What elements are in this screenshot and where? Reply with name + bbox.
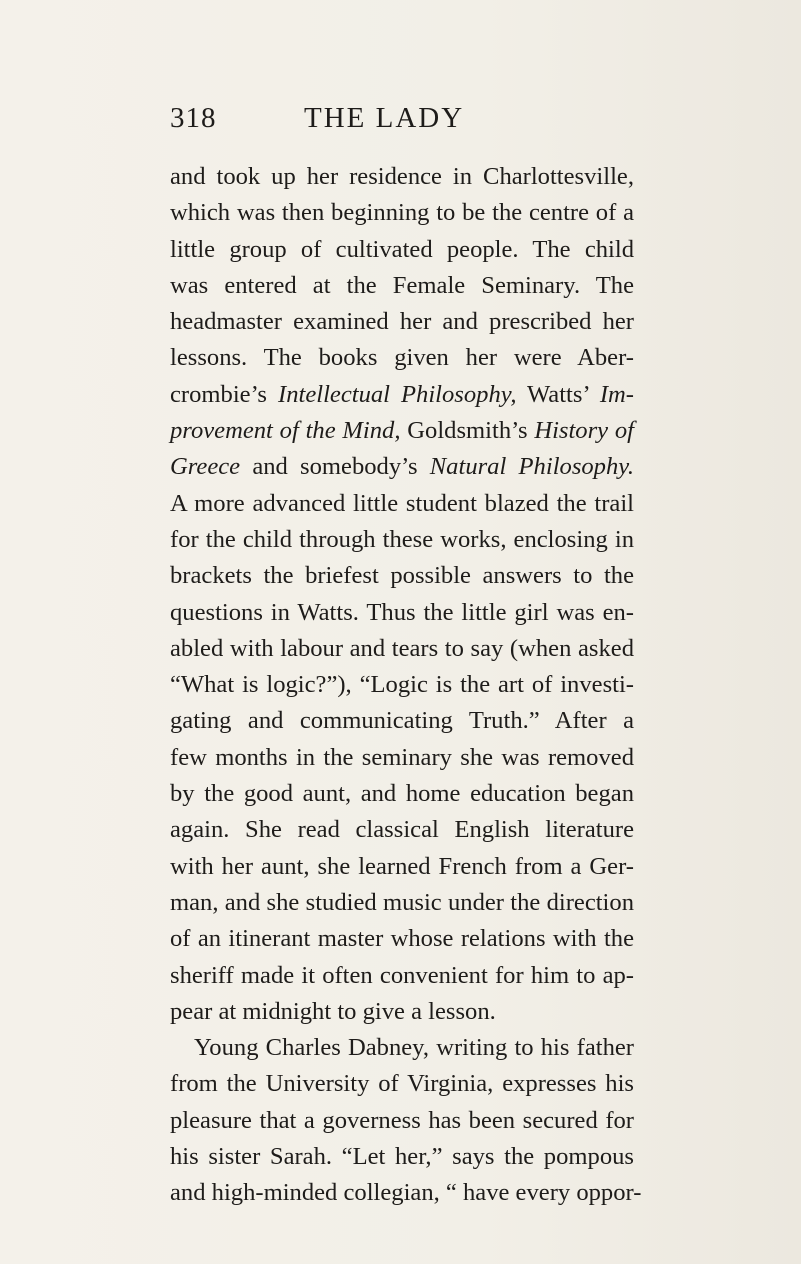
text-line: of an itinerant master whose relations with the (170, 925, 634, 953)
text-line: lessons. The books given her were Aber- (170, 344, 634, 372)
running-head: THE LADY (304, 102, 465, 134)
book-title-history-of-greece: Greece (170, 453, 241, 481)
book-title-improvement-of-the-mind: provement of the Mind, (170, 417, 401, 445)
text-line: and took up her residence in Charlottesville, (170, 163, 634, 190)
text-line: provement of the Mind, Goldsmith’s History of (170, 417, 635, 445)
text-line: sheriff made it often convenient for him to ap- (170, 961, 634, 989)
text-line: for the child through these works, enclosing in (170, 525, 634, 553)
text-line: A more advanced little student blazed the trail (170, 489, 634, 517)
text-line: little group of cultivated people. The child (170, 235, 634, 263)
text-line: was entered at the Female Seminary. The (170, 271, 634, 299)
page-header (170, 102, 630, 146)
text-line: his sister Sarah. “Let her,” says the pompous (170, 1143, 634, 1171)
text-line: crombie’s Intellectual Philosophy, Watts’ Im- (170, 380, 634, 408)
book-title-natural-philosophy: Natural Philosophy. (429, 453, 634, 481)
text-line: man, and she studied music under the direction (170, 888, 634, 916)
body-text (170, 159, 642, 1212)
text-line: again. She read classical English literature (170, 816, 634, 844)
text-line: abled with labour and tears to say (when asked (170, 634, 634, 662)
text-line: and high-minded collegian, “ have every oppor- (170, 1179, 642, 1207)
text-line: gating and communicating Truth.” After a (170, 707, 634, 735)
book-title-improvement-of-the-mind: Im- (599, 380, 634, 408)
text-line-paragraph-start: Young Charles Dabney, writing to his father (194, 1034, 634, 1062)
text-line: pleasure that a governess has been secured for (170, 1106, 634, 1134)
book-title-history-of-greece: History of (534, 417, 635, 445)
text-line: by the good aunt, and home education began (170, 780, 634, 808)
page-number: 318 (170, 102, 217, 134)
text-line: brackets the briefest possible answers to the (170, 562, 634, 590)
text-line: few months in the seminary she was removed (170, 743, 634, 771)
text-line: headmaster examined her and prescribed her (170, 308, 634, 336)
book-title-intellectual-philosophy: Intellectual Philosophy, (278, 380, 517, 408)
text-line: from the University of Virginia, expresses his (170, 1070, 634, 1098)
text-line: Greece and somebody’s Natural Philosophy. (170, 453, 634, 481)
text-line: questions in Watts. Thus the little girl was en- (170, 598, 634, 626)
text-line: “What is logic?”), “Logic is the art of investi- (170, 671, 634, 699)
text-line: with her aunt, she learned French from a Ger- (170, 852, 634, 880)
text-line: which was then beginning to be the centre of a (170, 199, 634, 227)
text-line-paragraph-end: pear at midnight to give a lesson. (170, 997, 496, 1025)
